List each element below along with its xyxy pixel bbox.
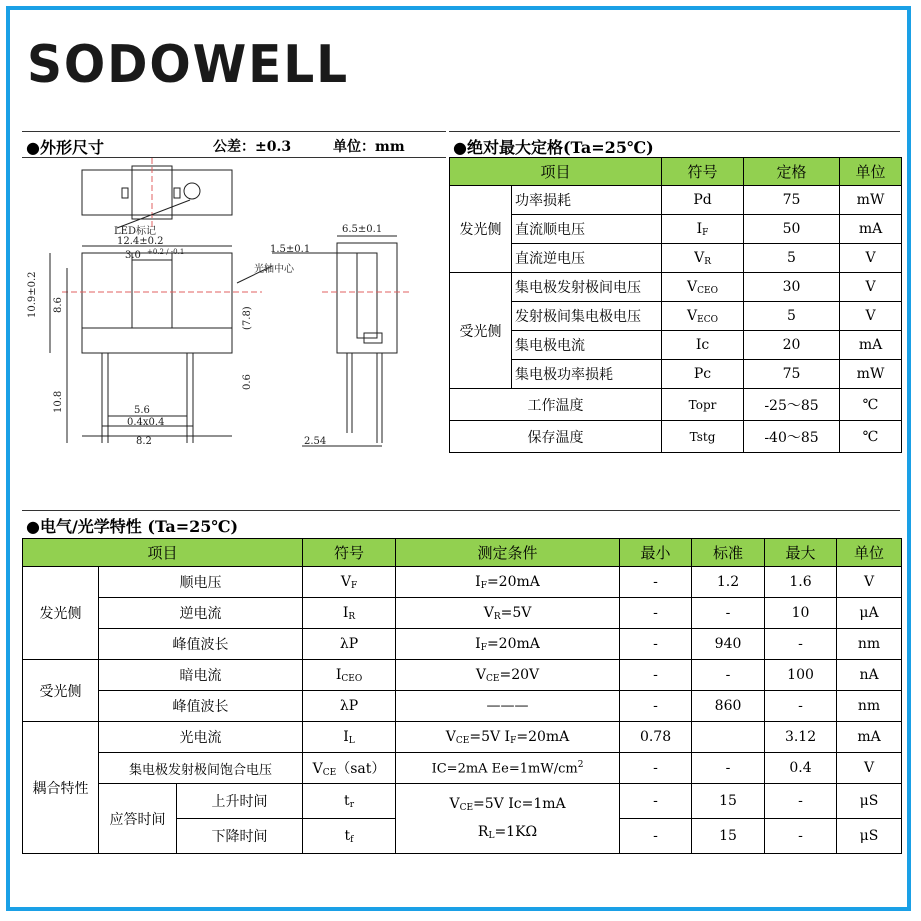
symbol-cell: Ic xyxy=(662,331,744,360)
item-cell: 逆电流 xyxy=(99,598,303,629)
symbol-cell: $V_{CEO}$ xyxy=(662,273,744,302)
typ-cell: 15 xyxy=(692,784,765,819)
body-height-dim: 8.6 xyxy=(53,297,64,313)
table-row xyxy=(23,629,902,660)
unit-cell: nm xyxy=(837,629,902,660)
rating-cell: -40～85 xyxy=(744,421,840,453)
rating-cell: 75 xyxy=(744,360,840,389)
table-row xyxy=(450,389,902,421)
unit-cell: V xyxy=(840,302,902,331)
item-cell: 下降时间 xyxy=(177,819,303,854)
unit-cell: mW xyxy=(840,360,902,389)
slot-dim: 3.0 xyxy=(125,250,141,261)
min-cell: - xyxy=(620,819,692,854)
unit-cell: nA xyxy=(837,660,902,691)
front-view-body xyxy=(82,253,232,353)
rating-cell: 75 xyxy=(744,186,840,215)
item-cell: 集电极功率损耗 xyxy=(512,360,662,389)
table-row xyxy=(23,722,902,753)
max-cell: - xyxy=(765,629,837,660)
unit-cell: mA xyxy=(837,722,902,753)
typ-cell xyxy=(692,722,765,753)
depth-dim: 6.5±0.1 xyxy=(342,224,383,235)
table-row xyxy=(23,753,902,784)
eo-receiver-group-label: 受光侧 xyxy=(23,660,99,722)
table-row xyxy=(23,598,902,629)
logo-graphic xyxy=(25,38,355,88)
slot-tol-dim: +0.2 / -0.1 xyxy=(147,248,185,256)
condition-cell: IC=2mA $Ee=1mW/cm^2$ xyxy=(396,753,620,784)
table-row xyxy=(450,186,902,215)
symbol-cell: $V_R$ xyxy=(662,244,744,273)
rating-cell: -25～85 xyxy=(744,389,840,421)
top-view-window-left xyxy=(122,188,128,198)
min-cell: - xyxy=(620,784,692,819)
typ-cell: - xyxy=(692,660,765,691)
condition-cell: $I_F=20mA$ xyxy=(396,567,620,598)
absmax-header-symbol: 符号 xyxy=(662,158,744,186)
eo-header-symbol: 符号 xyxy=(303,539,396,567)
top-view-body xyxy=(82,170,232,215)
outline-title: ●外形尺寸 xyxy=(26,138,104,157)
typ-cell: 860 xyxy=(692,691,765,722)
absmax-table xyxy=(449,157,902,453)
outer-pitch-dim: 8.2 xyxy=(136,436,152,447)
item-cell: 保存温度 xyxy=(450,421,662,453)
item-cell: 功率损耗 xyxy=(512,186,662,215)
table-row xyxy=(450,244,902,273)
front-view-slot xyxy=(132,253,172,328)
table-row xyxy=(23,567,902,598)
table-row xyxy=(450,302,902,331)
side-view-slot xyxy=(357,253,377,338)
item-cell: 发射极间集电极电压 xyxy=(512,302,662,331)
eo-emitter-group-label: 发光侧 xyxy=(23,567,99,660)
eo-header-condition: 测定条件 xyxy=(396,539,620,567)
symbol-cell: $I_F$ xyxy=(662,215,744,244)
unit-cell: ℃ xyxy=(840,421,902,453)
unit-cell: μS xyxy=(837,784,902,819)
unit-cell: nm xyxy=(837,691,902,722)
table-row xyxy=(450,360,902,389)
absmax-header-rating: 定格 xyxy=(744,158,840,186)
symbol-cell: $V_{CE}(sat)$ xyxy=(303,753,396,784)
item-cell: 峰值波长 xyxy=(99,691,303,722)
item-cell: 集电极发射极间饱合电压 xyxy=(99,753,303,784)
min-cell: 0.78 xyxy=(620,722,692,753)
max-cell: - xyxy=(765,784,837,819)
min-cell: - xyxy=(620,753,692,784)
width-dim: 12.4±0.2 xyxy=(117,236,164,247)
item-cell: 顺电压 xyxy=(99,567,303,598)
item-cell: 直流逆电压 xyxy=(512,244,662,273)
max-cell: - xyxy=(765,819,837,854)
symbol-cell: $t_f$ xyxy=(303,819,396,854)
rating-cell: 5 xyxy=(744,244,840,273)
side-pitch-dim: 2.54 xyxy=(304,436,327,447)
absmax-top-rule xyxy=(449,131,900,132)
table-row xyxy=(23,784,902,819)
symbol-cell: $V_F$ xyxy=(303,567,396,598)
tolerance-text: 公差：±0.3 xyxy=(213,139,292,155)
outline-top-rule xyxy=(22,131,446,132)
max-cell: - xyxy=(765,691,837,722)
max-cell: 0.4 xyxy=(765,753,837,784)
dimension-diagram xyxy=(22,158,447,458)
eo-coupled-group-label: 耦合特性 xyxy=(23,722,99,854)
condition-cell: $V_{CE}=5V$ Ic=1mA $R_L=1K\Omega$ xyxy=(396,784,620,854)
typ-cell: 940 xyxy=(692,629,765,660)
condition-cell: $V_{CE}=5V$ $I_F=20mA$ xyxy=(396,722,620,753)
item-cell: 上升时间 xyxy=(177,784,303,819)
unit-cell: μS xyxy=(837,819,902,854)
lead-gap-dim: 0.6 xyxy=(242,374,253,390)
led-mark-label: LED标记 xyxy=(114,226,156,237)
item-cell: 峰值波长 xyxy=(99,629,303,660)
unit-cell: mA xyxy=(840,331,902,360)
eo-header-item: 项目 xyxy=(23,539,303,567)
min-cell: - xyxy=(620,691,692,722)
symbol-cell: λP xyxy=(303,629,396,660)
brand-logo xyxy=(25,38,355,88)
outline-drawing xyxy=(22,158,447,458)
table-row xyxy=(450,331,902,360)
inner-pitch-dim: 5.6 xyxy=(134,405,150,416)
absmax-title: ●绝对最大定格(Ta=25℃) xyxy=(453,138,654,157)
offset-dim: 1.5±0.1 xyxy=(270,244,311,255)
top-view-window-right xyxy=(174,188,180,198)
eo-header-max: 最大 xyxy=(765,539,837,567)
rating-cell: 30 xyxy=(744,273,840,302)
symbol-cell: $I_{CEO}$ xyxy=(303,660,396,691)
item-cell: 集电极电流 xyxy=(512,331,662,360)
item-cell: 光电流 xyxy=(99,722,303,753)
table-row xyxy=(23,660,902,691)
symbol-cell: Topr xyxy=(662,389,744,421)
symbol-cell: $I_R$ xyxy=(303,598,396,629)
typ-cell: - xyxy=(692,753,765,784)
symbol-cell: λP xyxy=(303,691,396,722)
eo-table xyxy=(22,538,902,854)
condition-cell: $V_{CE}=20V$ xyxy=(396,660,620,691)
max-cell: 100 xyxy=(765,660,837,691)
absmax-header-unit: 单位 xyxy=(840,158,902,186)
min-cell: - xyxy=(620,598,692,629)
item-cell: 集电极发射极间电压 xyxy=(512,273,662,302)
unit-cell: V xyxy=(840,244,902,273)
table-row xyxy=(450,215,902,244)
unit-cell: V xyxy=(837,753,902,784)
unit-text: 单位：mm xyxy=(333,139,405,155)
typ-cell: 15 xyxy=(692,819,765,854)
led-mark-circle xyxy=(184,183,200,199)
min-cell: - xyxy=(620,567,692,598)
typ-cell: - xyxy=(692,598,765,629)
eo-title: ●电气/光学特性 (Ta=25℃) xyxy=(26,517,239,536)
unit-cell: V xyxy=(837,567,902,598)
table-row xyxy=(450,421,902,453)
typ-cell: 1.2 xyxy=(692,567,765,598)
top-view-slot xyxy=(132,166,172,219)
condition-cell: ——— xyxy=(396,691,620,722)
symbol-cell: Pc xyxy=(662,360,744,389)
table-row xyxy=(450,273,902,302)
rating-cell: 50 xyxy=(744,215,840,244)
logo-wordmark: SODOWELL xyxy=(27,38,349,88)
unit-cell: ℃ xyxy=(840,389,902,421)
symbol-cell: Tstg xyxy=(662,421,744,453)
total-height-dim: 10.9±0.2 xyxy=(27,271,38,318)
max-cell: 10 xyxy=(765,598,837,629)
symbol-cell: $I_L$ xyxy=(303,722,396,753)
lead-length-dim: 10.8 xyxy=(53,390,64,413)
item-cell: 工作温度 xyxy=(450,389,662,421)
emitter-group-label: 发光侧 xyxy=(450,186,512,273)
absmax-header-item: 项目 xyxy=(450,158,662,186)
eo-header-unit: 单位 xyxy=(837,539,902,567)
min-cell: - xyxy=(620,660,692,691)
item-cell: 暗电流 xyxy=(99,660,303,691)
unit-cell: mW xyxy=(840,186,902,215)
condition-cell: $I_F=20mA$ xyxy=(396,629,620,660)
condition-cell: $V_R=5V$ xyxy=(396,598,620,629)
symbol-cell: $t_r$ xyxy=(303,784,396,819)
symbol-cell: $V_{ECO}$ xyxy=(662,302,744,331)
eo-top-rule xyxy=(22,510,900,511)
receiver-group-label: 受光侧 xyxy=(450,273,512,389)
absmax-header-row xyxy=(450,158,902,186)
item-cell: 直流顺电压 xyxy=(512,215,662,244)
rating-cell: 5 xyxy=(744,302,840,331)
table-row xyxy=(23,691,902,722)
eo-header-min: 最小 xyxy=(620,539,692,567)
symbol-cell: Pd xyxy=(662,186,744,215)
unit-cell: V xyxy=(840,273,902,302)
axis-height-dim: (7.8) xyxy=(242,306,253,330)
max-cell: 3.12 xyxy=(765,722,837,753)
led-mark-leader xyxy=(117,200,190,228)
eo-header-typ: 标准 xyxy=(692,539,765,567)
max-cell: 1.6 xyxy=(765,567,837,598)
lead-size-dim: 0.4x0.4 xyxy=(127,417,165,428)
side-view-body xyxy=(337,243,397,353)
response-group-label: 应答时间 xyxy=(99,784,177,854)
axis-center-label: 光轴中心 xyxy=(254,264,294,275)
unit-cell: μA xyxy=(837,598,902,629)
eo-header-row xyxy=(23,539,902,567)
unit-cell: mA xyxy=(840,215,902,244)
min-cell: - xyxy=(620,629,692,660)
rating-cell: 20 xyxy=(744,331,840,360)
